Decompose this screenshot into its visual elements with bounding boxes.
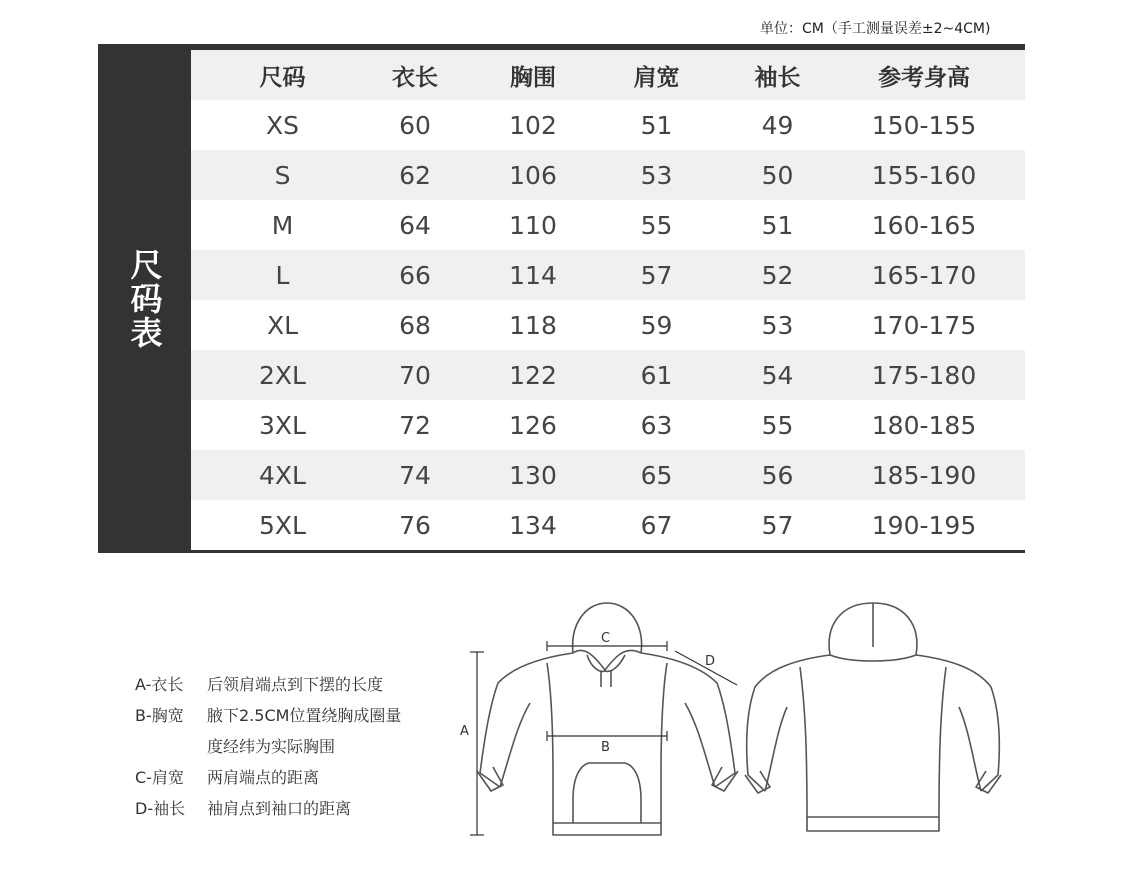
header-length: 衣长 — [392, 64, 438, 91]
table-row — [191, 400, 1025, 450]
unit-note: 单位：CM（手工测量误差±2~4CM) — [760, 21, 991, 37]
legend-key: D-袖长 — [135, 799, 186, 818]
cell-length: 74 — [399, 460, 431, 490]
cell-length: 68 — [399, 310, 431, 340]
cell-chest: 114 — [509, 260, 557, 290]
cell-shoulder: 67 — [640, 510, 673, 540]
legend-row — [135, 761, 401, 792]
table-row — [191, 100, 1025, 150]
cell-size: 5XL — [259, 510, 306, 540]
table-row — [191, 500, 1025, 550]
cell-length: 62 — [399, 160, 431, 190]
label-a: A — [460, 724, 469, 739]
measurement-legend — [135, 668, 401, 823]
cell-height: 155-160 — [871, 160, 977, 190]
cell-size: 3XL — [259, 410, 306, 440]
legend-value: 后领肩端点到下摆的长度 — [207, 675, 384, 694]
label-b: B — [601, 740, 610, 755]
cell-length: 60 — [399, 110, 431, 140]
cell-height: 175-180 — [871, 360, 977, 390]
cell-shoulder: 57 — [640, 260, 673, 290]
cell-size: XS — [266, 110, 299, 140]
legend-key: B-胸宽 — [135, 706, 184, 725]
cell-shoulder: 59 — [640, 310, 673, 340]
cell-shoulder: 51 — [640, 110, 673, 140]
table-row — [191, 300, 1025, 350]
cell-length: 66 — [399, 260, 431, 290]
cell-shoulder: 53 — [640, 160, 673, 190]
cell-sleeve: 57 — [761, 510, 794, 540]
table-body — [191, 100, 1025, 550]
cell-sleeve: 51 — [761, 210, 794, 240]
cell-height: 165-170 — [871, 260, 977, 290]
legend-value: 度经纬为实际胸围 — [207, 737, 336, 756]
legend-row — [135, 792, 401, 823]
cell-sleeve: 53 — [761, 310, 794, 340]
size-table — [191, 50, 1025, 550]
cell-height: 180-185 — [871, 410, 977, 440]
cell-sleeve: 55 — [761, 410, 794, 440]
cell-size: M — [271, 210, 294, 240]
cell-sleeve: 54 — [761, 360, 794, 390]
cell-height: 185-190 — [871, 460, 977, 490]
cell-size: S — [274, 160, 291, 190]
label-d: D — [705, 654, 716, 669]
legend-key: A-衣长 — [135, 675, 184, 694]
cell-shoulder: 55 — [640, 210, 673, 240]
cell-size: 2XL — [259, 360, 306, 390]
header-size: 尺码 — [259, 64, 306, 91]
header-shoulder: 肩宽 — [633, 64, 680, 91]
header-sleeve: 袖长 — [754, 64, 801, 91]
cell-length: 70 — [399, 360, 431, 390]
cell-chest: 106 — [509, 160, 557, 190]
cell-chest: 110 — [509, 210, 557, 240]
cell-shoulder: 61 — [640, 360, 673, 390]
side-title-text: 尺码表 — [125, 247, 164, 350]
table-row — [191, 200, 1025, 250]
table-row — [191, 350, 1025, 400]
cell-size: XL — [266, 310, 299, 340]
cell-height: 150-155 — [871, 110, 977, 140]
legend-value: 两肩端点的距离 — [207, 768, 320, 787]
cell-length: 76 — [399, 510, 431, 540]
header-chest: 胸围 — [510, 64, 556, 91]
cell-height: 190-195 — [871, 510, 977, 540]
cell-sleeve: 49 — [761, 110, 794, 140]
legend-value: 袖肩点到袖口的距离 — [207, 799, 352, 818]
cell-height: 160-165 — [871, 210, 977, 240]
cell-size: 4XL — [259, 460, 306, 490]
header-height: 参考身高 — [878, 64, 970, 91]
cell-sleeve: 52 — [761, 260, 794, 290]
legend-row — [135, 699, 401, 730]
cell-length: 64 — [399, 210, 431, 240]
cell-chest: 130 — [509, 460, 557, 490]
legend-row — [135, 730, 401, 761]
side-title — [98, 44, 191, 553]
cell-length: 72 — [399, 410, 431, 440]
cell-chest: 122 — [509, 360, 557, 390]
cell-size: L — [275, 260, 290, 290]
table-row — [191, 450, 1025, 500]
hoodie-diagrams — [455, 595, 1015, 850]
table-row — [191, 150, 1025, 200]
cell-chest: 118 — [509, 310, 557, 340]
cell-chest: 134 — [509, 510, 557, 540]
legend-row — [135, 668, 401, 699]
legend-value: 腋下2.5CM位置绕胸成圈量 — [207, 706, 402, 725]
cell-shoulder: 65 — [640, 460, 673, 490]
legend-key: C-肩宽 — [135, 768, 184, 787]
cell-height: 170-175 — [871, 310, 977, 340]
cell-chest: 126 — [509, 410, 557, 440]
table-header-row — [191, 50, 1025, 100]
label-c: C — [601, 631, 611, 646]
cell-sleeve: 56 — [761, 460, 794, 490]
cell-sleeve: 50 — [761, 160, 794, 190]
cell-chest: 102 — [509, 110, 557, 140]
cell-shoulder: 63 — [640, 410, 673, 440]
back-hoodie-drawing — [745, 603, 1001, 831]
table-row — [191, 250, 1025, 300]
dimension-lines — [470, 641, 737, 835]
